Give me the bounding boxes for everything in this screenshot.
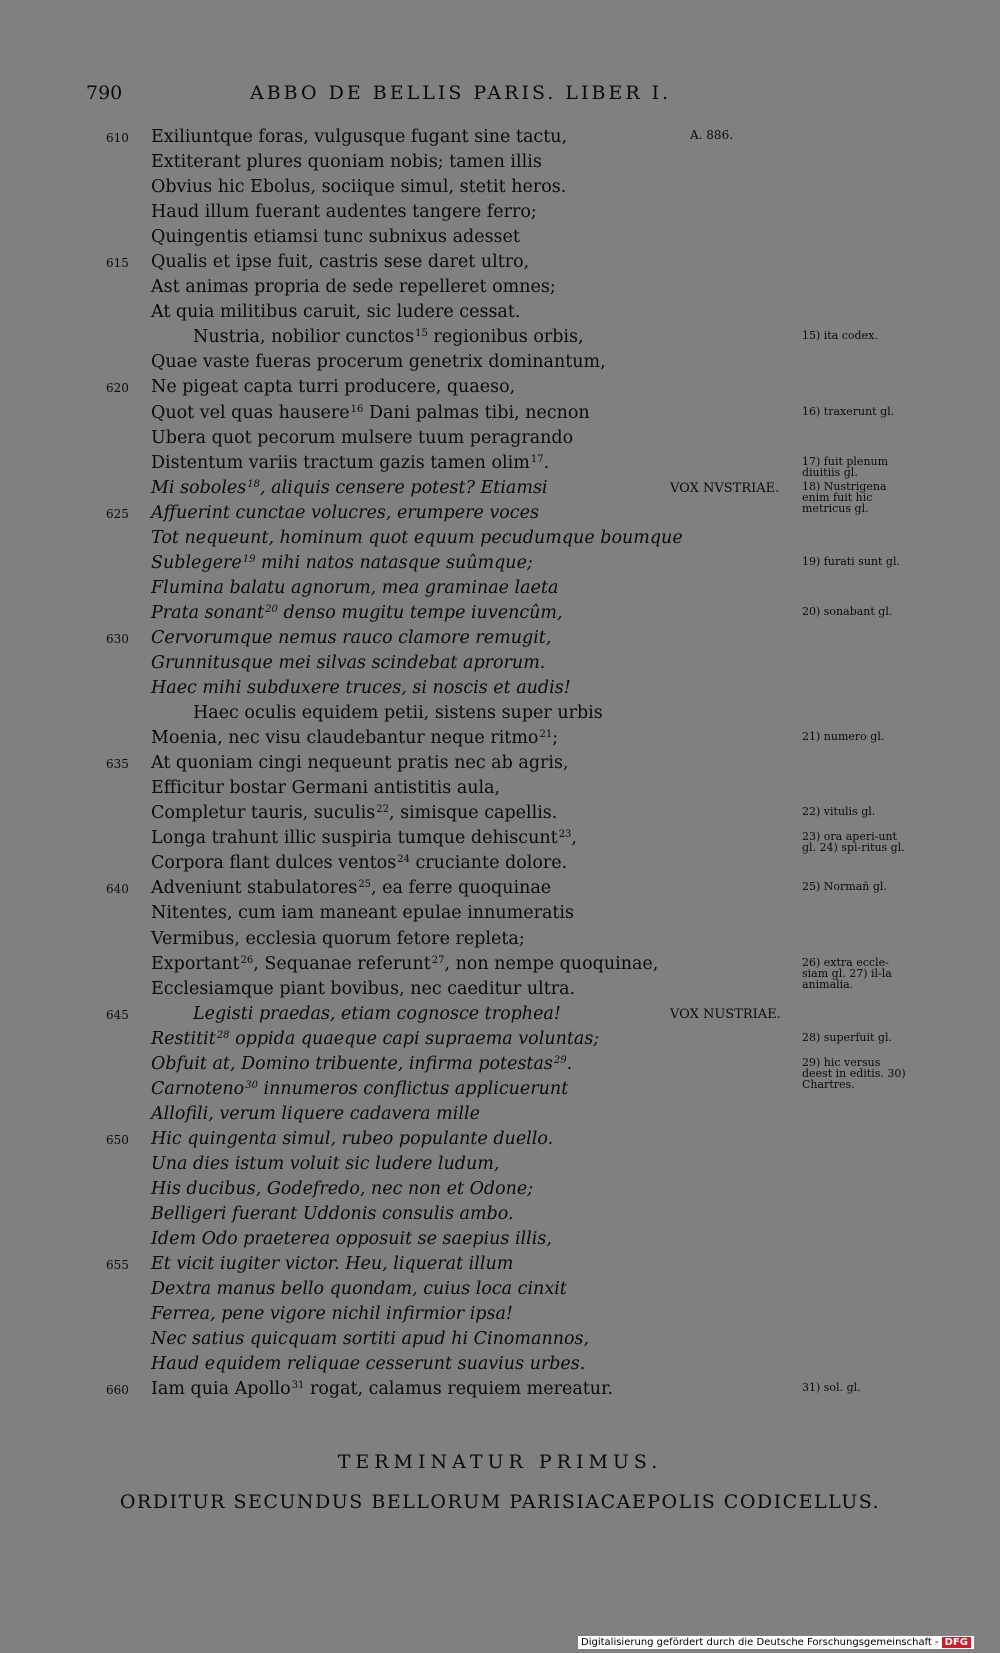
- verse-line: [0, 126, 1000, 151]
- verse-segment: , simisque capellis.: [388, 803, 558, 824]
- verse-line: [0, 1203, 1000, 1228]
- footnote-ref: 21: [539, 729, 553, 741]
- line-number: 660: [106, 1383, 129, 1398]
- verse-segment: Distentum variis tractum gazis tamen olim: [151, 452, 530, 473]
- verse-line: [0, 301, 1000, 326]
- verse-text: [151, 1053, 572, 1075]
- verse-line: [0, 1003, 1000, 1028]
- verse-text: [151, 777, 500, 799]
- verse-line: [0, 1178, 1000, 1203]
- verse-line: [0, 326, 1000, 351]
- margin-gloss: 20) sonabant gl.: [802, 604, 893, 618]
- verse-segment: Extiterant plures quoniam nobis; tamen illis: [151, 152, 542, 173]
- verse-text: [151, 251, 529, 273]
- footnote-ref: 29: [553, 1054, 567, 1066]
- verse-segment: Haec mihi subduxere truces, si noscis et audis!: [151, 678, 571, 699]
- credit-text: Digitalisierung gefördert durch die Deutsche Forschungsgemeinschaft -: [581, 1637, 939, 1648]
- verse-segment: Nustria, nobilior cunctos: [193, 327, 415, 348]
- footnote-ref: 27: [431, 954, 445, 966]
- verse-text: [151, 1178, 533, 1200]
- verse-line: [0, 802, 1000, 827]
- verse-text: [151, 1253, 513, 1275]
- verse-line: [0, 777, 1000, 802]
- verse-text: [151, 727, 558, 749]
- verse-line: [0, 226, 1000, 251]
- footnote-ref: 30: [245, 1079, 258, 1091]
- next-book-title: ORDITUR SECUNDUS BELLORUM PARISIACAEPOLIS CODICELLUS.: [119, 1491, 881, 1513]
- verse-segment: Nec satius quicquam sortiti apud hi Cinomannos,: [151, 1329, 590, 1350]
- verse-segment: innumeros conflictus applicuerunt: [257, 1078, 569, 1099]
- verse-line: [0, 502, 1000, 527]
- verse-text: [151, 602, 563, 624]
- verse-line: [0, 1228, 1000, 1253]
- verse-line: [0, 752, 1000, 777]
- verse-line: [0, 827, 1000, 855]
- verse-segment: Vermibus, ecclesia quorum fetore repleta;: [151, 928, 525, 949]
- footnote-ref: 28: [216, 1029, 230, 1041]
- verse-line: [0, 1028, 1000, 1053]
- verse-segment: Cervorumque nemus rauco clamore remugit,: [151, 627, 552, 648]
- verse-text: [151, 427, 573, 449]
- footnote-ref: 22: [376, 804, 389, 816]
- verse-text: [151, 527, 683, 549]
- verse-segment: Ecclesiamque piant bovibus, nec caeditur ultra.: [151, 978, 576, 999]
- verse-segment: At quoniam cingi nequeunt pratis nec ab agris,: [151, 753, 569, 774]
- verse-segment: Haud equidem reliquae cesserunt suavius urbes.: [151, 1354, 586, 1375]
- verse-line: [0, 151, 1000, 176]
- verse-segment: Qualis et ipse fuit, castris sese daret ultro,: [151, 252, 530, 273]
- verse-line: [0, 527, 1000, 552]
- verse-text: [193, 326, 584, 348]
- footnote-ref: 19: [242, 553, 256, 565]
- margin-gloss: 21) numero gl.: [802, 730, 885, 744]
- verse-segment: At quia militibus caruit, sic ludere cessat.: [151, 302, 521, 323]
- verse-line: [0, 1378, 1000, 1403]
- verse-line: [0, 902, 1000, 927]
- verse-text: [151, 402, 590, 424]
- verse-segment: Tot nequeunt, hominum quot equum pecudumque boumque: [151, 527, 683, 548]
- verse-line: [0, 577, 1000, 602]
- verse-line: [0, 877, 1000, 902]
- running-head: ABBO DE BELLIS PARIS. LIBER I.: [250, 82, 672, 104]
- margin-gloss: 26) extra eccle-siam gl. 27) il-la animalia.: [802, 955, 892, 991]
- verse-text: [151, 1303, 513, 1325]
- verse-line: [0, 452, 1000, 477]
- verse-segment: Ne pigeat capta turri producere, quaeso,: [151, 377, 516, 398]
- verse-text: [151, 877, 551, 899]
- verse-text: [151, 376, 515, 398]
- book-end-title: TERMINATUR PRIMUS.: [337, 1451, 663, 1473]
- verse-line: [0, 176, 1000, 201]
- verse-text: [151, 1378, 613, 1400]
- verse-line: [0, 928, 1000, 953]
- verse-segment: Allofili, verum liquere cadavera mille: [151, 1103, 480, 1124]
- verse-area: [0, 126, 1000, 1403]
- verse-segment: Quingentis etiamsi tunc subnixus adesset: [151, 227, 520, 248]
- verse-text: [193, 1003, 561, 1025]
- verse-line: [0, 702, 1000, 727]
- line-number: 655: [106, 1258, 129, 1273]
- verse-line: [0, 1353, 1000, 1378]
- verse-text: [151, 677, 571, 699]
- footnote-ref: 23: [558, 829, 572, 841]
- verse-text: [151, 151, 542, 173]
- verse-segment: .: [566, 1053, 573, 1074]
- verse-text: [151, 201, 537, 223]
- verse-text: [151, 953, 658, 975]
- verse-line: [0, 402, 1000, 427]
- verse-text: [151, 477, 548, 499]
- verse-text: [151, 176, 566, 198]
- line-number: 635: [106, 757, 129, 772]
- verse-line: [0, 852, 1000, 877]
- verse-segment: Obfuit at, Domino tribuente, infirma potestas: [151, 1053, 553, 1074]
- verse-line: [0, 1103, 1000, 1128]
- margin-gloss: 31) sol. gl.: [802, 1381, 861, 1395]
- line-number: 610: [106, 131, 129, 145]
- verse-text: [151, 351, 606, 373]
- verse-line: [0, 1128, 1000, 1153]
- verse-text: [151, 902, 574, 924]
- verse-segment: Dani palmas tibi, necnon: [363, 402, 590, 423]
- verse-segment: Longa trahunt illic suspiria tumque dehiscunt: [151, 828, 558, 849]
- verse-segment: rogat, calamus requiem mereatur.: [304, 1379, 614, 1400]
- verse-line: [0, 427, 1000, 452]
- verse-text: [151, 552, 533, 574]
- verse-segment: Belligeri fuerant Uddonis consulis ambo.: [151, 1204, 514, 1225]
- verse-segment: Iam quia Apollo: [151, 1379, 291, 1400]
- verse-segment: Hic quingenta simul, rubeo populante duello.: [151, 1128, 554, 1149]
- line-number: 640: [106, 882, 129, 897]
- verse-text: [151, 301, 520, 323]
- verse-segment: cruciante dolore.: [409, 853, 568, 874]
- verse-segment: Sublegere: [151, 552, 242, 573]
- verse-segment: denso mugitu tempe iuvencûm,: [277, 602, 563, 623]
- verse-segment: Restitit: [151, 1028, 216, 1049]
- verse-text: [151, 752, 569, 774]
- speaker-marker: VOX NUSTRIAE.: [670, 1006, 781, 1022]
- footnote-ref: 17: [530, 453, 544, 465]
- footnote-ref: 24: [397, 854, 410, 866]
- verse-text: [151, 452, 549, 474]
- verse-line: [0, 1153, 1000, 1178]
- verse-text: [151, 978, 575, 1000]
- line-number: 615: [106, 256, 129, 271]
- verse-segment: Grunnitusque mei silvas scindebat aprorum.: [151, 652, 546, 673]
- verse-segment: , aliquis censere potest? Etiamsi: [260, 477, 548, 498]
- margin-gloss: 28) superfuit gl.: [802, 1030, 892, 1044]
- verse-segment: Exiliuntque foras, vulgusque fugant sine tactu,: [151, 127, 568, 147]
- margin-gloss: 19) furati sunt gl.: [802, 554, 900, 568]
- verse-segment: , Sequanae referunt: [253, 953, 431, 974]
- margin-gloss: 29) hic versus deest in editis. 30) Chartres.: [802, 1055, 906, 1091]
- verse-segment: Haud illum fuerant audentes tangere ferro;: [151, 202, 537, 223]
- verse-text: [151, 1203, 514, 1225]
- verse-text: [193, 702, 603, 724]
- margin-gloss: 22) vitulis gl.: [802, 805, 876, 819]
- verse-segment: Corpora flant dulces ventos: [151, 853, 397, 874]
- verse-segment: His ducibus, Godefredo, nec non et Odone;: [151, 1178, 534, 1199]
- verse-segment: Nitentes, cum iam maneant epulae innumeratis: [151, 903, 574, 924]
- verse-segment: mihi natos natasque suûmque;: [255, 552, 533, 573]
- verse-segment: Exportant: [151, 953, 240, 974]
- line-number: 645: [106, 1007, 129, 1022]
- verse-text: [151, 276, 556, 298]
- margin-gloss: 18) Nustrigena enim fuit hic metricus gl.: [802, 479, 887, 515]
- verse-segment: Mi soboles: [151, 477, 247, 498]
- verse-text: [151, 1228, 552, 1250]
- verse-segment: Moenia, nec visu claudebantur neque ritmo: [151, 728, 539, 749]
- verse-text: [151, 802, 557, 824]
- verse-text: [151, 226, 520, 248]
- verse-segment: Efficitur bostar Germani antistitis aula,: [151, 778, 501, 799]
- verse-segment: .: [543, 452, 550, 473]
- verse-segment: Dextra manus bello quondam, cuius loca cinxit: [151, 1279, 567, 1300]
- verse-text: [151, 577, 558, 599]
- footnote-ref: 18: [247, 478, 261, 490]
- verse-segment: Quot vel quas hausere: [151, 402, 350, 423]
- line-number: 650: [106, 1132, 129, 1147]
- footnote-ref: 15: [415, 328, 428, 340]
- verse-text: [151, 827, 577, 849]
- verse-segment: ,: [571, 828, 577, 849]
- verse-segment: ;: [552, 728, 559, 749]
- verse-line: [0, 1328, 1000, 1353]
- verse-line: [0, 627, 1000, 652]
- verse-segment: , non nempe quoquinae,: [444, 953, 659, 974]
- footnote-ref: 20: [265, 603, 278, 615]
- verse-text: [151, 1153, 499, 1175]
- verse-segment: regionibus orbis,: [427, 327, 584, 348]
- verse-text: [151, 652, 545, 674]
- verse-line: [0, 376, 1000, 401]
- margin-gloss: 15) ita codex.: [802, 329, 878, 343]
- verse-segment: Flumina balatu agnorum, mea graminae laeta: [151, 577, 559, 598]
- verse-text: [151, 928, 525, 950]
- verse-line: [0, 351, 1000, 376]
- verse-line: [0, 201, 1000, 226]
- footnote-ref: 25: [358, 879, 372, 891]
- margin-gloss: 25) Normañ gl.: [802, 880, 887, 894]
- footnote-ref: 26: [240, 954, 254, 966]
- verse-segment: oppida quaeque capi supraema voluntas;: [229, 1028, 600, 1049]
- line-number: 620: [106, 381, 129, 396]
- verse-segment: Affuerint cunctae volucres, erumpere voces: [151, 502, 539, 523]
- verse-line: [0, 251, 1000, 276]
- verse-line: [0, 552, 1000, 577]
- speaker-marker: VOX NVSTRIAE.: [670, 480, 780, 496]
- verse-text: [151, 627, 551, 649]
- verse-segment: Et vicit iugiter victor. Heu, liquerat illum: [151, 1254, 514, 1275]
- verse-segment: Legisti praedas, etiam cognosce trophea!: [193, 1003, 561, 1024]
- year-marker: A. 886.: [690, 128, 734, 142]
- verse-text: [151, 852, 567, 874]
- verse-text: [151, 126, 567, 148]
- verse-text: [151, 1128, 553, 1150]
- verse-segment: Ferrea, pene vigore nichil infirmior ipsa!: [151, 1304, 513, 1325]
- line-number: 630: [106, 631, 129, 646]
- verse-line: [0, 602, 1000, 627]
- verse-line: [0, 727, 1000, 752]
- footnote-ref: 16: [350, 403, 364, 415]
- verse-text: [151, 1278, 567, 1300]
- verse-segment: Ast animas propria de sede repelleret omnes;: [151, 277, 556, 298]
- verse-line: [0, 677, 1000, 702]
- verse-segment: , ea ferre quoquinae: [371, 878, 552, 899]
- page-number: 790: [86, 82, 123, 104]
- verse-text: [151, 1103, 480, 1125]
- verse-segment: Obvius hic Ebolus, sociique simul, stetit heros.: [151, 177, 567, 198]
- verse-line: [0, 1303, 1000, 1328]
- verse-text: [151, 1078, 568, 1100]
- verse-line: [0, 1278, 1000, 1303]
- verse-text: [151, 502, 539, 524]
- verse-segment: Prata sonant: [151, 602, 265, 623]
- margin-gloss: 16) traxerunt gl.: [802, 404, 895, 418]
- verse-segment: Idem Odo praeterea opposuit se saepius illis,: [151, 1229, 552, 1250]
- verse-segment: Haec oculis equidem petii, sistens super urbis: [193, 703, 603, 724]
- line-number: 625: [106, 506, 129, 521]
- verse-line: [0, 276, 1000, 301]
- verse-segment: Una dies istum voluit sic ludere ludum,: [151, 1153, 500, 1174]
- verse-text: [151, 1328, 589, 1350]
- verse-segment: Quae vaste fueras procerum genetrix dominantum,: [151, 352, 606, 373]
- verse-segment: Adveniunt stabulatores: [151, 878, 358, 899]
- verse-line: [0, 1078, 1000, 1103]
- margin-gloss: 23) ora aperi-unt gl. 24) spi-ritus gl.: [802, 830, 905, 855]
- verse-line: [0, 652, 1000, 677]
- verse-segment: Completur tauris, suculis: [151, 803, 376, 824]
- verse-segment: Ubera quot pecorum mulsere tuum peragrando: [151, 427, 574, 448]
- verse-line: [0, 978, 1000, 1003]
- verse-line: [0, 1253, 1000, 1278]
- verse-text: [151, 1353, 585, 1375]
- verse-segment: Carnoteno: [151, 1078, 245, 1099]
- margin-gloss: 17) fuit plenum diuitiis gl.: [802, 454, 889, 479]
- verse-text: [151, 1028, 599, 1050]
- digitization-credit: [578, 1636, 974, 1649]
- dfg-logo: DFG: [942, 1637, 971, 1648]
- footnote-ref: 31: [291, 1380, 305, 1392]
